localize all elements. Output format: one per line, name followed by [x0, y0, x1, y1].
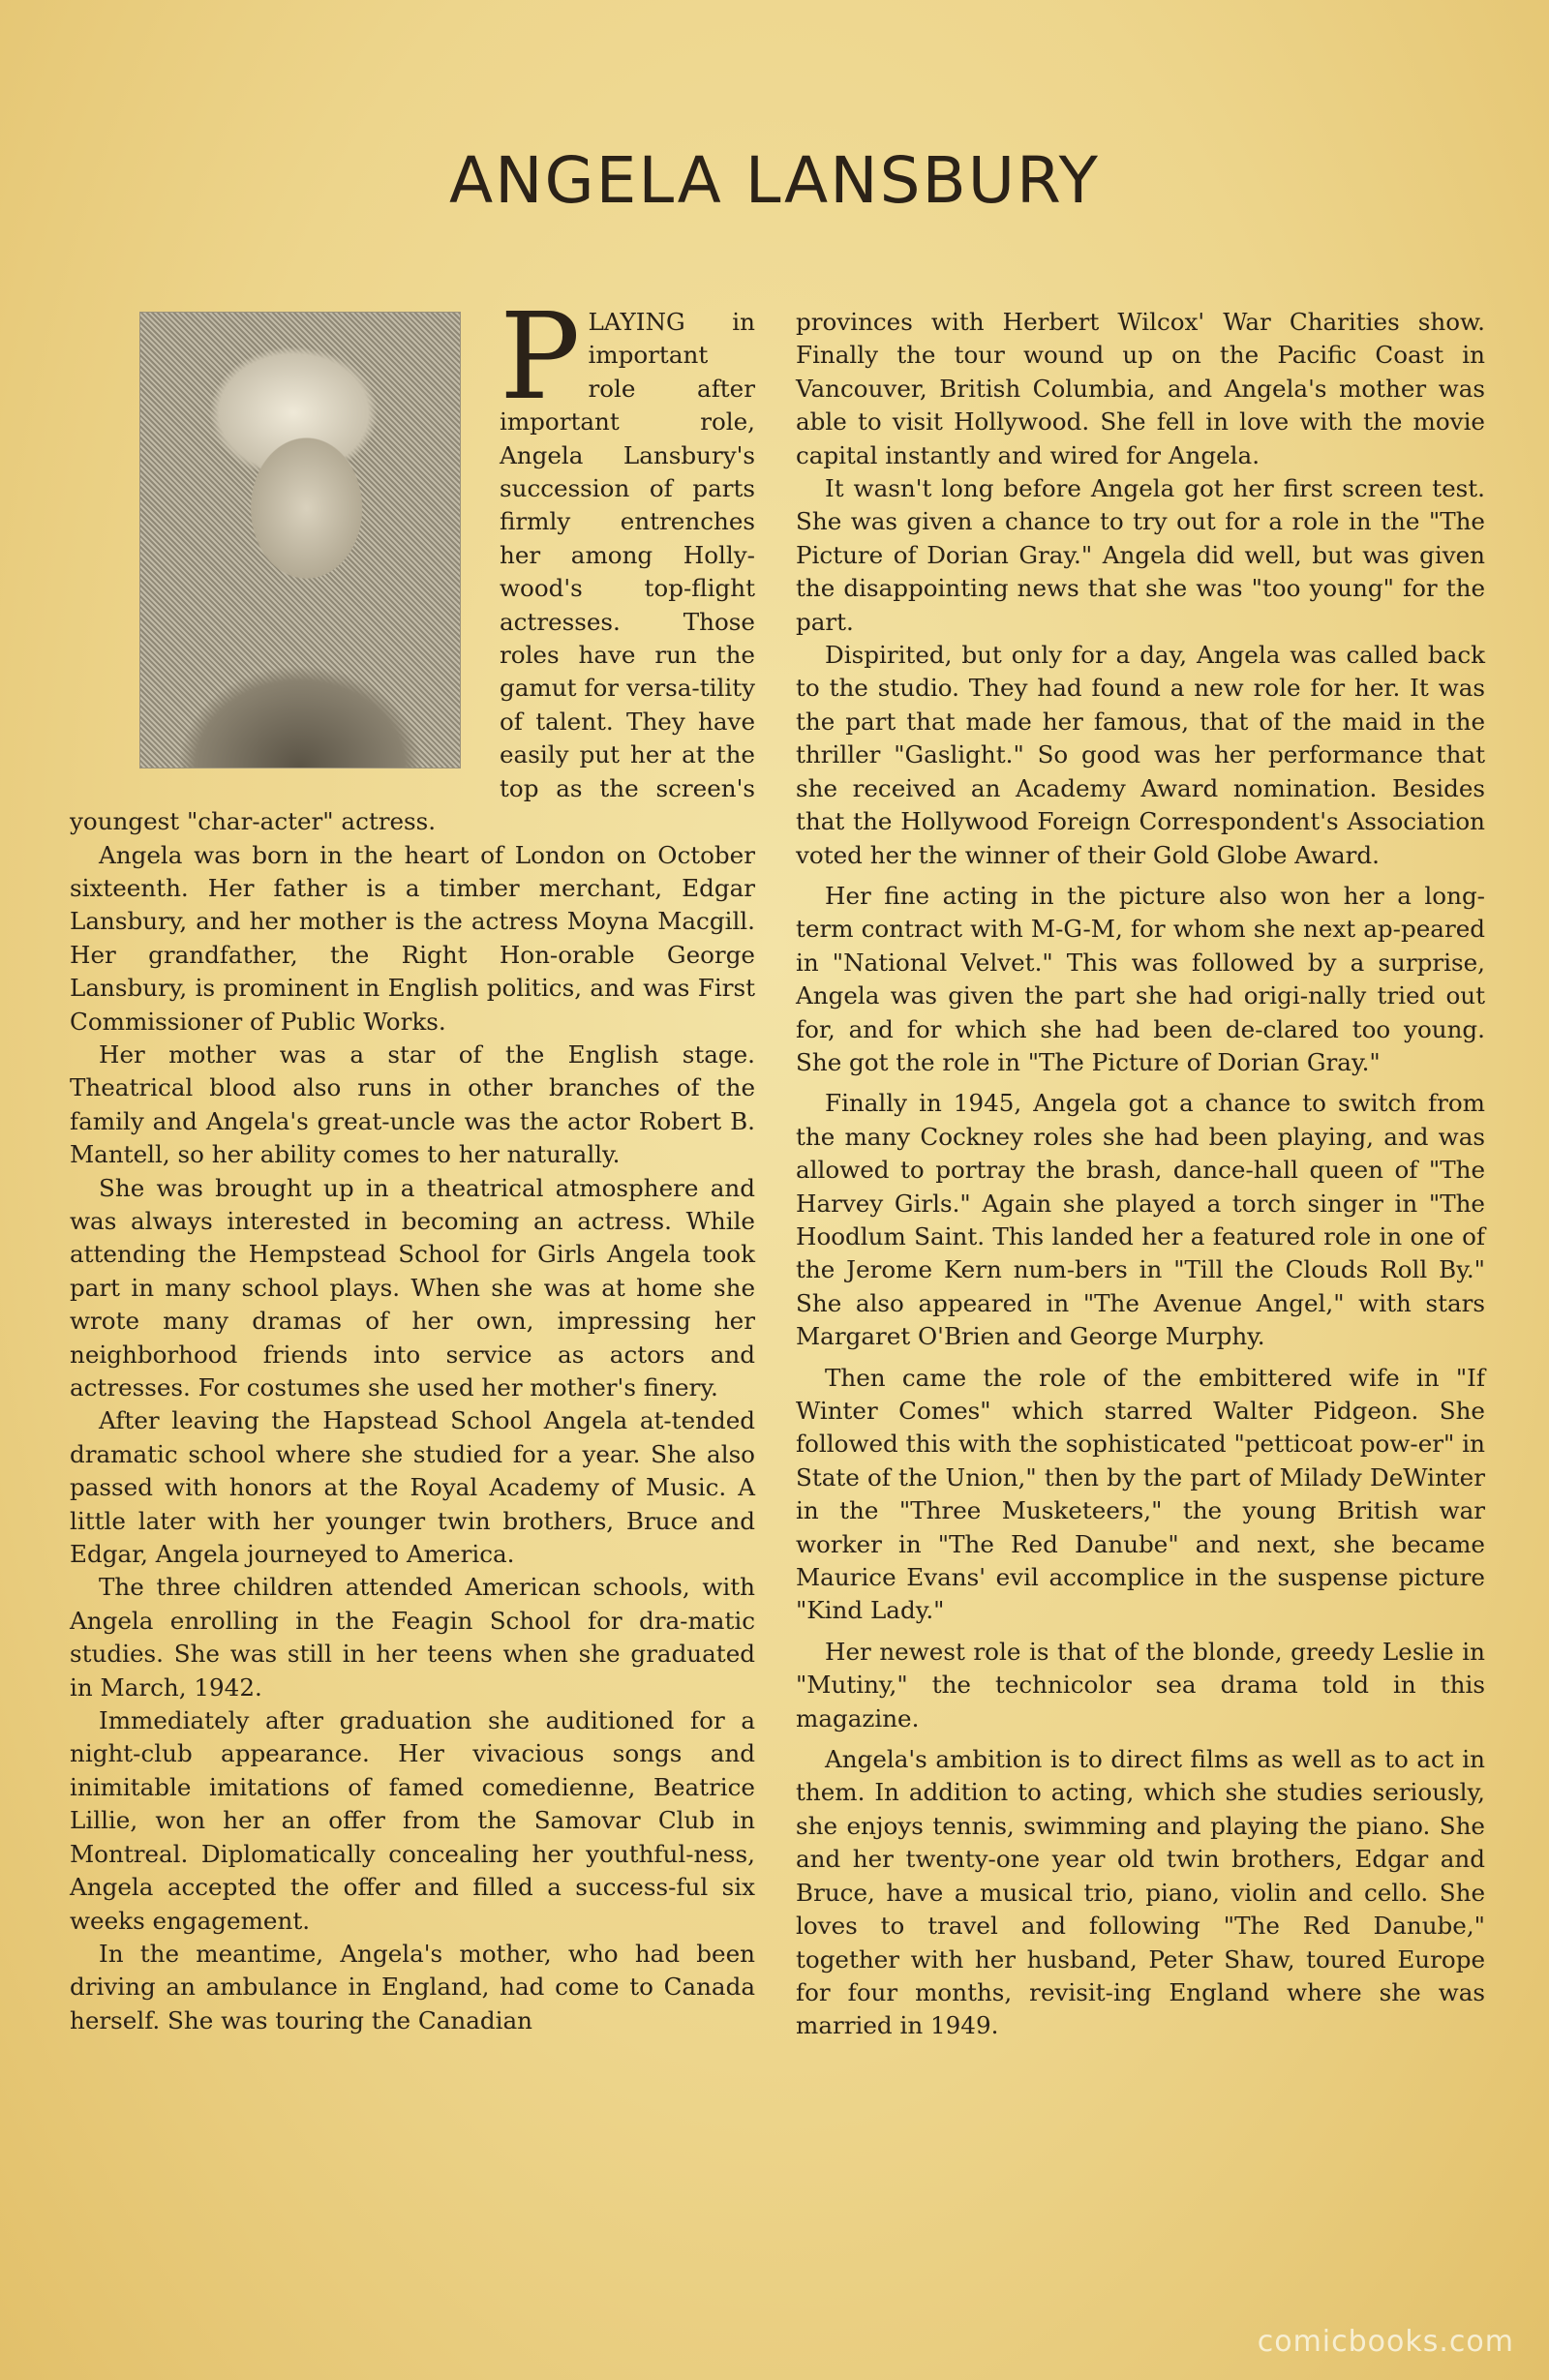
paragraph-screen-test: It wasn't long before Angela got her first screen test. She was given a chance to try out for a role in the "The Picture of Dorian Gray." Angela did well, but was given the disappointing news that she was "too young" for the part. — [796, 474, 1485, 636]
paragraph-newest-role: Her newest role is that of the blonde, greedy Leslie in "Mutiny," the technicolor sea drama told in this magazine. — [796, 1637, 1485, 1732]
paragraph-mother: Her mother was a star of the English stage. Theatrical blood also runs in other branches of the family and Angela's great-uncle was the actor Robert B. Mantell, so her ability comes to her naturally. — [70, 1039, 755, 1169]
paragraph-contract: Her fine acting in the picture also won her a long-term contract with M-G-M, for whom she next ap-peared in "National Velvet." This was followed by a surprise, Angela was given the part she had origi-nally tried out for, and for which she had been de-clared too young. She got the role in "The Picture of Dorian Gray." — [796, 881, 1485, 1076]
paragraph-winter-comes: Then came the role of the embittered wife in "If Winter Comes" which starred Walter Pidgeon. She followed this with the sophisticated "petticoat pow-er" in State of the Union," then by the part of Milady DeWinter in the "Three Musketeers," the young British war worker in "The Red Danube" and next, she became Maurice Evans' evil accomplice in the suspense picture "Kind Lady." — [796, 1363, 1485, 1625]
paragraph-meantime: In the meantime, Angela's mother, who had been driving an ambulance in England, had come to Canada herself. She was touring the Canadian — [70, 1939, 755, 2034]
paragraph-school: After leaving the Hapstead School Angela at-tended dramatic school where she studied for a year. She also passed with honors at the Royal Academy of Music. A little later with her younger twin brothers, Bruce and Edgar, Angela journeyed to America. — [70, 1406, 755, 1569]
paragraph-american-schools: The three children attended American schools, with Angela enrolling in the Feagin School for dra-matic studies. She was still in her teens when she graduated in March, 1942. — [70, 1573, 755, 1702]
drop-cap: P — [500, 287, 581, 427]
portrait-photo — [139, 312, 461, 768]
left-column — [70, 287, 755, 2037]
paragraph-audition: Immediately after graduation she auditioned for a night-club appearance. Her vivacious songs and inimitable imitations of famed comedienne, Beatrice Lillie, won her an offer from the Samovar Club in Montreal. Diplomatically concealing her youthful-ness, Angela accepted the offer and filled a success-ful six weeks engagement. — [70, 1706, 755, 1935]
paragraph-upbringing: She was brought up in a theatrical atmosphere and was always interested in becoming an actress. While attending the Hempstead School for Girls Angela took part in many school plays. When she was at home she wrote many dramas of her own, impressing her neighborhood friends into service as actors and actresses. For costumes she used her mother's finery. — [70, 1173, 755, 1401]
paragraph-ambition: Angela's ambition is to direct films as well as to act in them. In addition to acting, which she studies seriously, she enjoys tennis, swimming and playing the piano. She and her twenty-one year old twin brothers, Edgar and Bruce, have a musical trio, piano, violin and cello. She loves to travel and following "The Red Danube," together with her husband, Peter Shaw, toured Europe for four months, revisit-ing England where she was married in 1949. — [796, 1745, 1485, 2040]
right-column — [796, 306, 1485, 2043]
site-watermark: comicbooks.com — [1257, 2325, 1514, 2359]
paragraph-born: Angela was born in the heart of London on October sixteenth. Her father is a timber merchant, Edgar Lansbury, and her mother is the actress Moyna Macgill. Her grandfather, the Right Hon-orable George Lansbury, is prominent in English politics, and was First Commissioner of Public Works. — [70, 840, 755, 1036]
paragraph-gaslight: Dispirited, but only for a day, Angela was called back to the studio. They had found a new role for her. It was the part that made her famous, that of the maid in the thriller "Gaslight." So good was her performance that she received an Academy Award nomination. Besides that the Hollywood Foreign Correspondent's Association voted her the winner of their Gold Globe Award. — [796, 641, 1485, 869]
paragraph-1945: Finally in 1945, Angela got a chance to switch from the many Cockney roles she had been playing, and was allowed to portray the brash, dance-hall queen of "The Harvey Girls." Again she played a torch singer in "The Hoodlum Saint. This landed her a featured role in one of the Jerome Kern num-bers in "Till the Clouds Roll By." She also appeared in "The Avenue Angel," with stars Margaret O'Brien and George Murphy. — [796, 1089, 1485, 1351]
paragraph-tour: provinces with Herbert Wilcox' War Charities show. Finally the tour wound up on the Pacific Coast in Vancouver, British Columbia, and Angela's mother was able to visit Hollywood. She fell in love with the movie capital instantly and wired for Angela. — [796, 308, 1485, 469]
intro-text: LAYING in important role after important role, Angela Lansbury's succession of parts firmly entrenches her among Holly-wood's top-flight actresses. Those roles have run the gamut for versa-tility of talent. They have easily put her at the top as the screen's youngest "char-acter" actress. — [70, 308, 755, 836]
article-title: ANGELA LANSBURY — [448, 143, 1101, 218]
